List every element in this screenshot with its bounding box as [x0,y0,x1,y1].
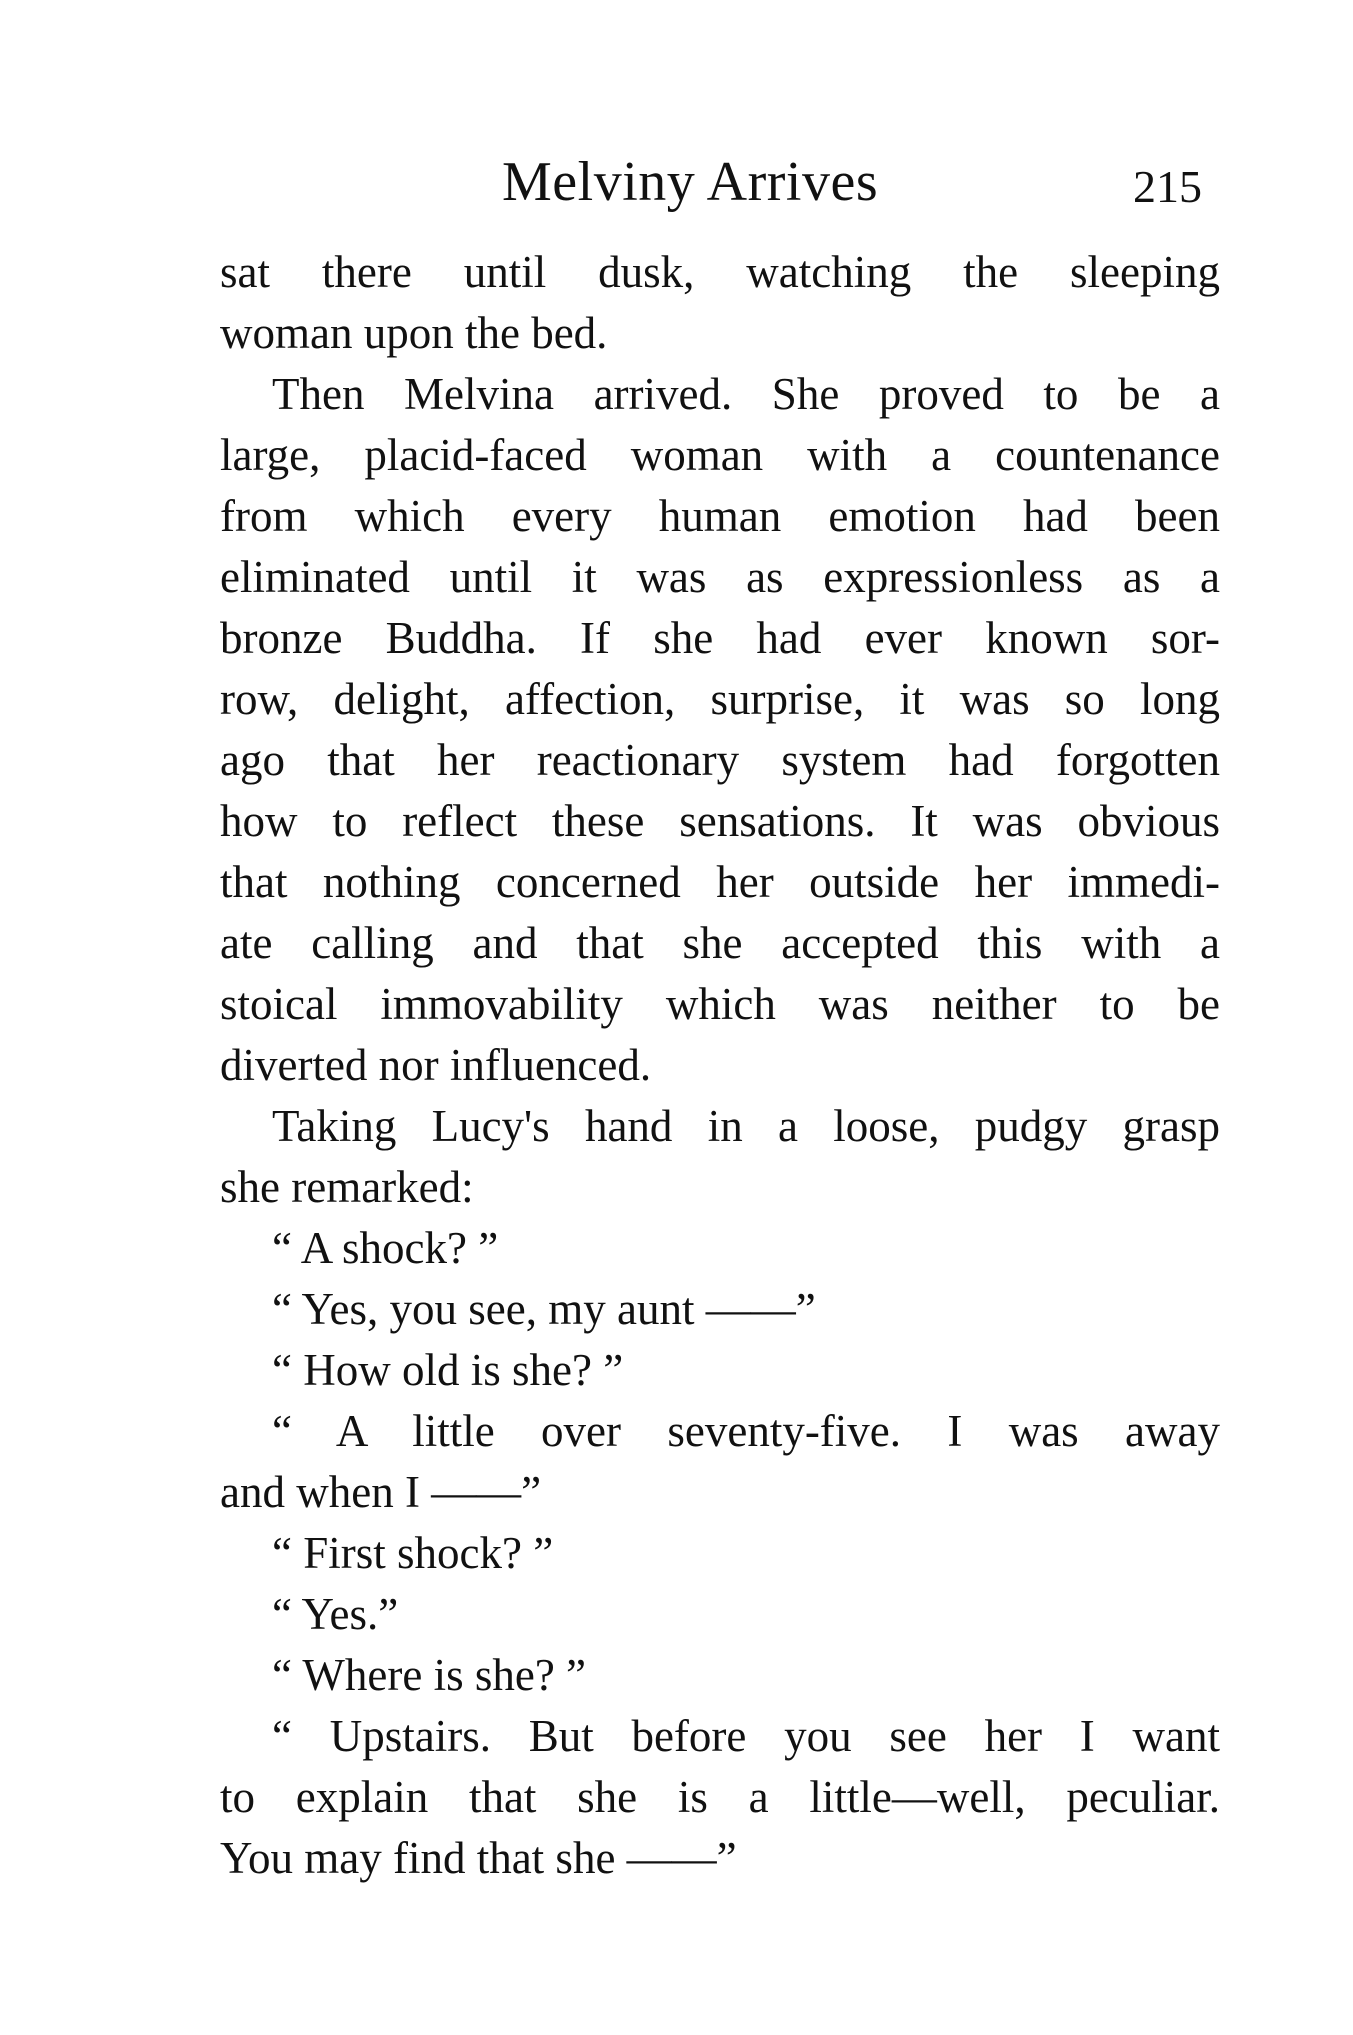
text-line: woman upon the bed. [220,308,608,358]
text-line: ago that her reactionary system had forgotten [220,735,1220,785]
dialogue-line: “ A little over seventy-five. I was away [272,1406,1220,1456]
dialogue-line: to explain that she is a little—well, peculiar. [220,1772,1220,1822]
text-line: she remarked: [220,1162,474,1212]
text-line: Then Melvina arrived. She proved to be a [272,369,1220,419]
text-line: Taking Lucy's hand in a loose, pudgy grasp [272,1101,1220,1151]
text-line: ate calling and that she accepted this with a [220,918,1220,968]
text-line: bronze Buddha. If she had ever known sor- [220,613,1220,663]
dialogue-line: and when I ——” [220,1467,542,1517]
dialogue-line: You may find that she ——” [220,1833,737,1883]
text-line: how to reflect these sensations. It was obvious [220,796,1220,846]
dialogue-line: “ Upstairs. But before you see her I want [272,1711,1220,1761]
page-number: 215 [1133,161,1202,212]
text-line: from which every human emotion had been [220,491,1220,541]
text-line: sat there until dusk, watching the sleeping [220,247,1220,297]
page-header [220,150,1220,230]
dialogue-line: “ Where is she? ” [272,1650,587,1700]
dialogue-line: “ Yes.” [272,1589,399,1639]
dialogue-line: “ A shock? ” [272,1223,499,1273]
text-line: that nothing concerned her outside her immedi- [220,857,1220,907]
running-title: Melviny Arrives [502,151,879,213]
dialogue-line: “ First shock? ” [272,1528,554,1578]
text-line: row, delight, affection, surprise, it was so long [220,674,1220,724]
dialogue-line: “ How old is she? ” [272,1345,624,1395]
text-line: large, placid-faced woman with a countenance [220,430,1220,480]
text-line: stoical immovability which was neither to be [220,979,1220,1029]
dialogue-line: “ Yes, you see, my aunt ——” [272,1284,816,1334]
body-text [220,242,1220,1889]
text-line: diverted nor influenced. [220,1040,652,1090]
text-line: eliminated until it was as expressionless as a [220,552,1220,602]
